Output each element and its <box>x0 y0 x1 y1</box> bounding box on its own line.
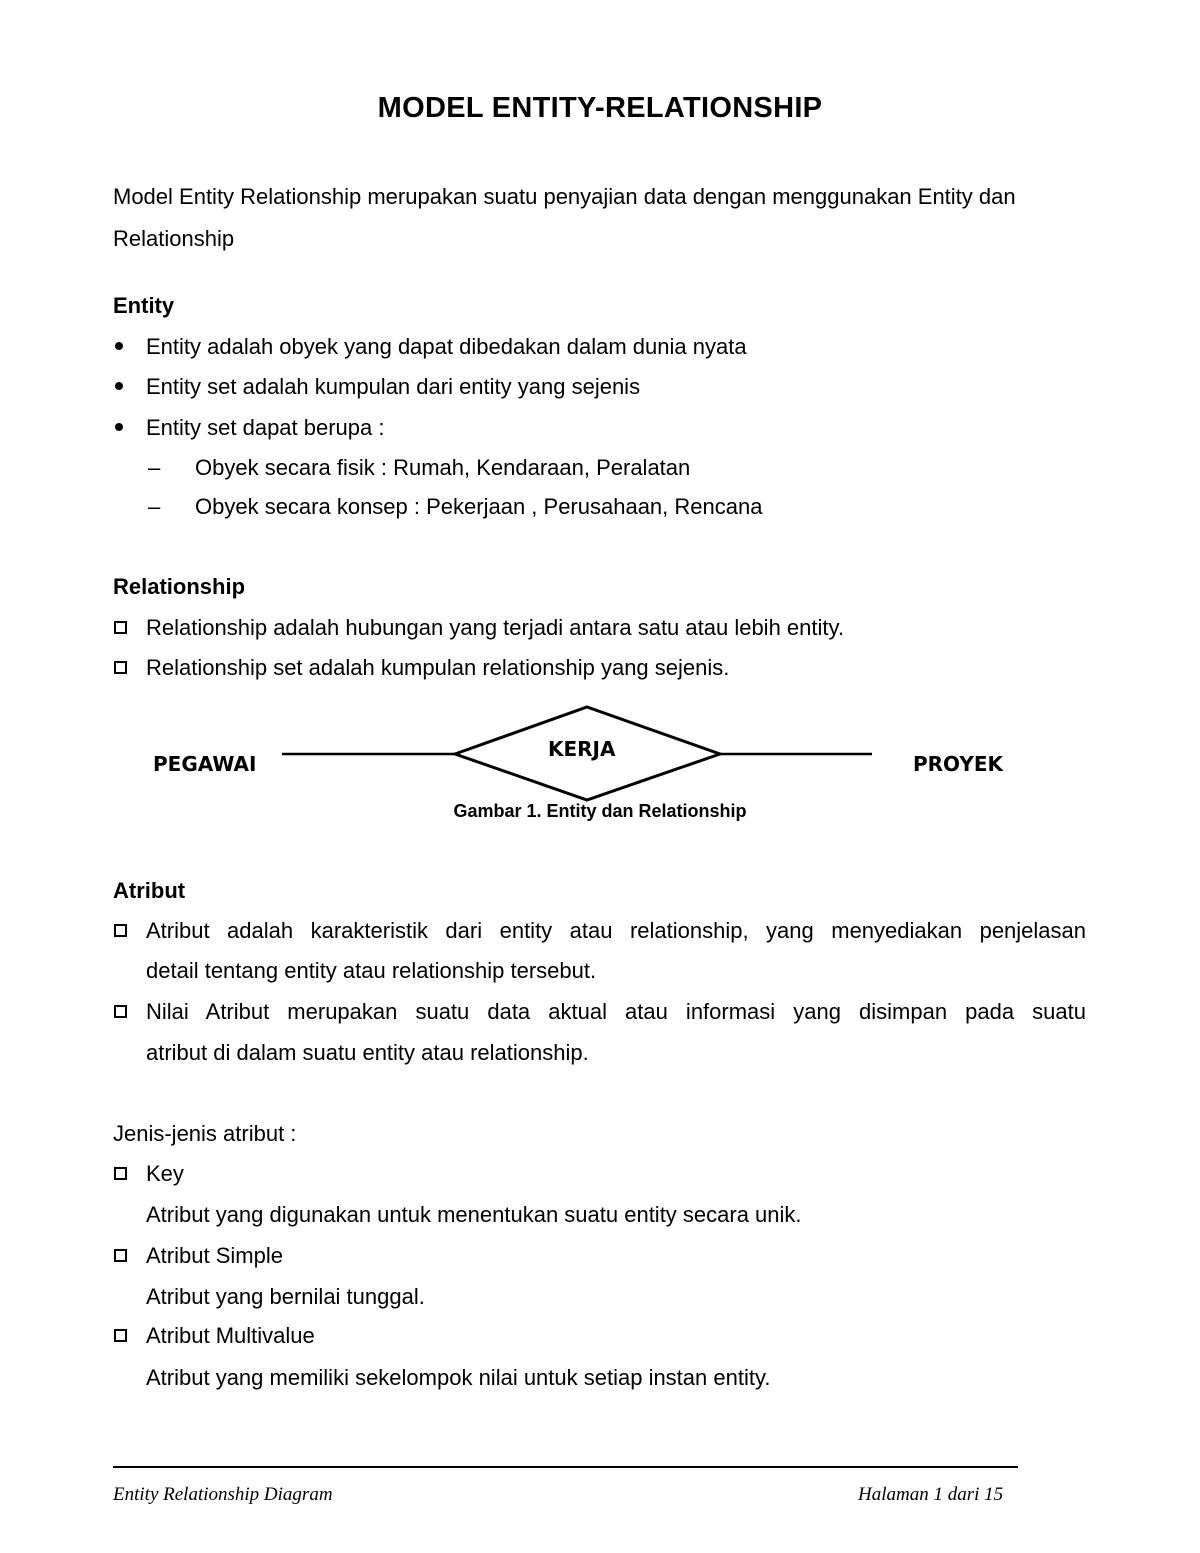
atribut-heading: Atribut <box>113 878 186 903</box>
checkbox-icon <box>114 661 127 674</box>
entity-subitem-1: Obyek secara fisik : Rumah, Kendaraan, Peralatan <box>195 455 691 480</box>
jenis-item-multivalue-name: Atribut Multivalue <box>146 1323 315 1348</box>
atribut-item-1-line-1: Atribut adalah karakteristik dari entity atau relationship, yang menyediakan penjelasan <box>146 918 1086 943</box>
checkbox-icon <box>114 1249 127 1262</box>
footer-doc-title: Entity Relationship Diagram <box>113 1484 333 1505</box>
bullet-icon <box>115 342 123 350</box>
checkbox-icon <box>114 1005 127 1018</box>
footer-page-number: Halaman 1 dari 15 <box>858 1484 1004 1505</box>
figure-caption: Gambar 1. Entity dan Relationship <box>453 801 747 821</box>
entity-subitem-2: Obyek secara konsep : Pekerjaan , Perusahaan, Rencana <box>195 494 763 519</box>
entity-heading: Entity <box>113 293 175 318</box>
atribut-item-1-line-2: detail tentang entity atau relationship tersebut. <box>146 958 597 983</box>
checkbox-icon <box>114 621 127 634</box>
relationship-kerja-label: KERJA <box>548 737 616 761</box>
checkbox-icon <box>114 1167 127 1180</box>
dash-icon: – <box>148 494 161 519</box>
jenis-item-simple-name: Atribut Simple <box>146 1243 283 1268</box>
relationship-heading: Relationship <box>113 574 246 599</box>
jenis-item-key-name: Key <box>146 1161 184 1186</box>
intro-line-2: Relationship <box>113 226 235 251</box>
checkbox-icon <box>114 1329 127 1342</box>
jenis-item-key-desc: Atribut yang digunakan untuk menentukan suatu entity secara unik. <box>146 1202 802 1227</box>
intro-line-1: Model Entity Relationship merupakan suatu penyajian data dengan menggunakan Entity dan <box>113 184 1016 209</box>
footer-divider <box>113 1466 1018 1468</box>
entity-bullet-2: Entity set adalah kumpulan dari entity yang sejenis <box>146 374 641 399</box>
entity-proyek-label: PROYEK <box>913 752 1003 776</box>
entity-pegawai-label: PEGAWAI <box>153 752 257 776</box>
relationship-item-1: Relationship adalah hubungan yang terjadi antara satu atau lebih entity. <box>146 615 844 640</box>
relationship-item-2: Relationship set adalah kumpulan relationship yang sejenis. <box>146 655 730 680</box>
bullet-icon <box>115 423 123 431</box>
page-title: MODEL ENTITY-RELATIONSHIP <box>377 92 823 124</box>
bullet-icon <box>115 382 123 390</box>
jenis-item-simple-desc: Atribut yang bernilai tunggal. <box>146 1284 425 1309</box>
jenis-item-multivalue-desc: Atribut yang memiliki sekelompok nilai untuk setiap instan entity. <box>146 1365 771 1390</box>
atribut-item-2-line-2: atribut di dalam suatu entity atau relationship. <box>146 1040 589 1065</box>
entity-bullet-1: Entity adalah obyek yang dapat dibedakan dalam dunia nyata <box>146 334 747 359</box>
entity-bullet-3: Entity set dapat berupa : <box>146 415 385 440</box>
checkbox-icon <box>114 924 127 937</box>
atribut-item-2-line-1: Nilai Atribut merupakan suatu data aktual atau informasi yang disimpan pada suatu <box>146 999 1086 1024</box>
dash-icon: – <box>148 455 161 480</box>
jenis-intro: Jenis-jenis atribut : <box>113 1121 297 1146</box>
